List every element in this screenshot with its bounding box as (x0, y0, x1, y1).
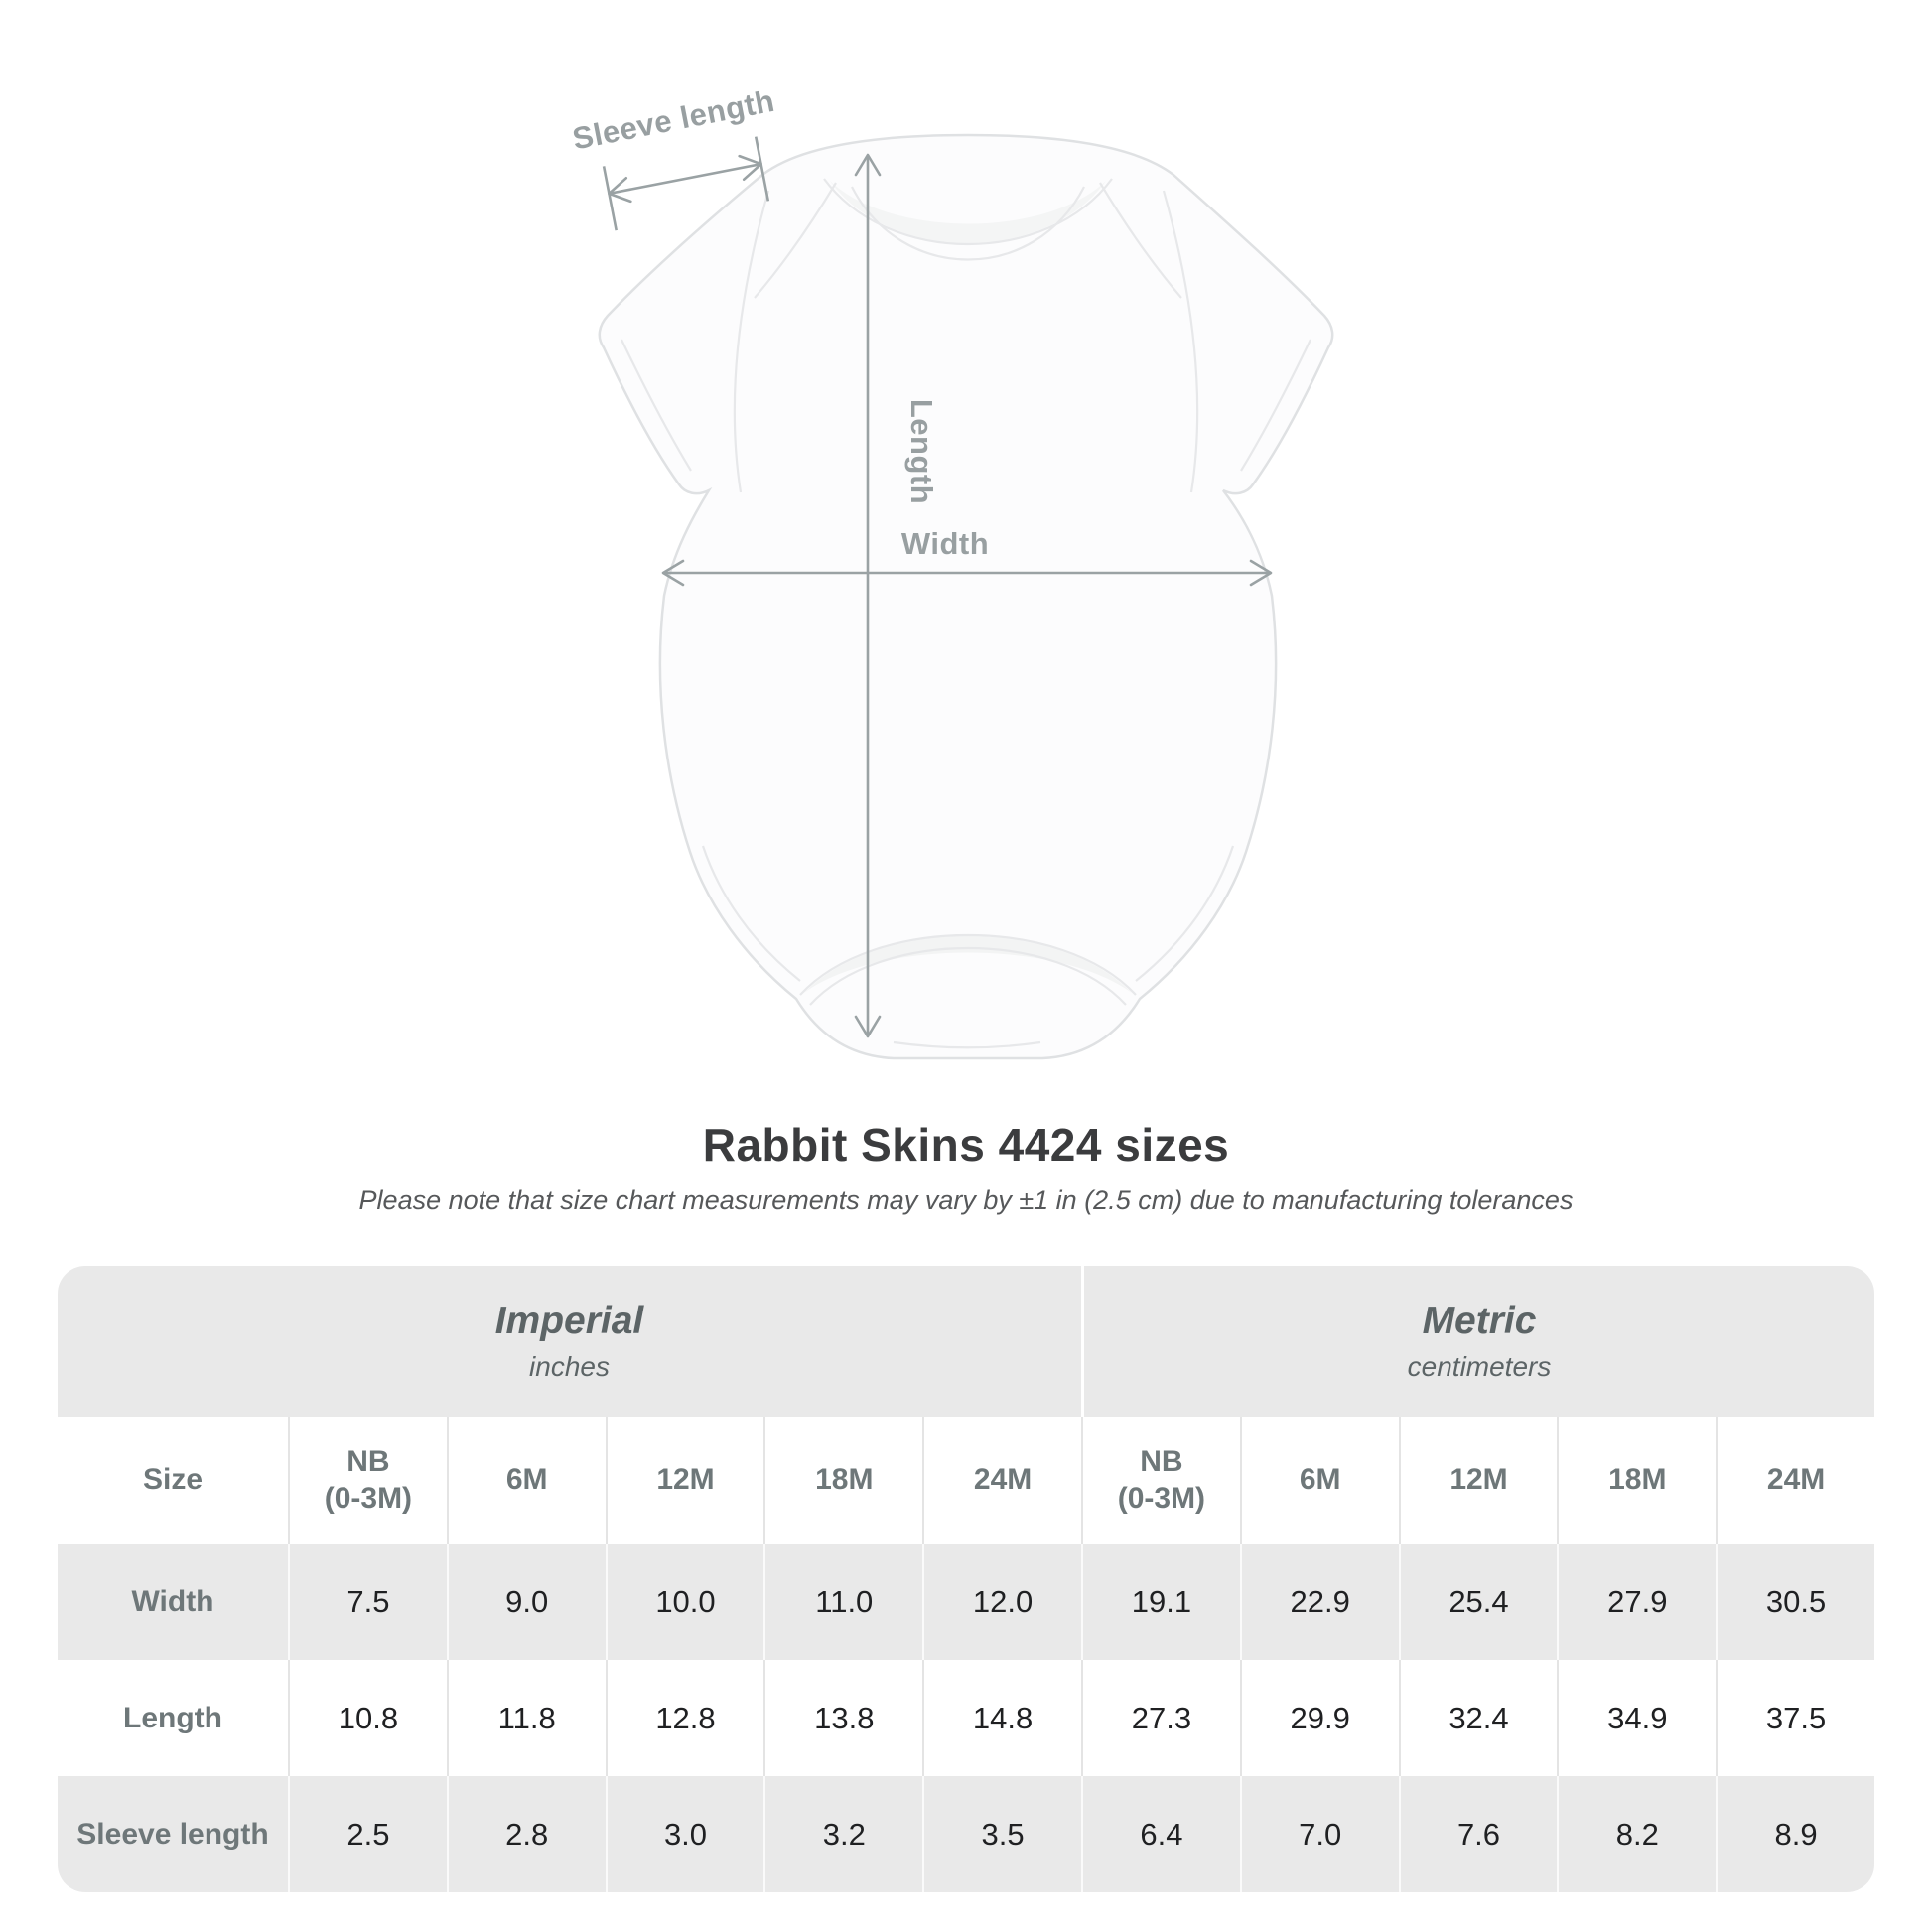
size-value: 25.4 (1449, 1584, 1509, 1619)
column-header-imperial-6m: 6M (447, 1417, 606, 1544)
column-header-row (58, 1417, 1874, 1544)
imperial-unit: inches (529, 1351, 610, 1382)
size-value: 27.3 (1131, 1700, 1192, 1735)
column-header-imperial-18m: 18M (763, 1417, 922, 1544)
unit-group-row (58, 1266, 1874, 1417)
size-value: 12.0 (972, 1584, 1034, 1619)
column-header-metric-24m: 24M (1716, 1417, 1874, 1544)
size-value: 8.9 (1774, 1816, 1818, 1852)
column-header-imperial-24m: 24M (922, 1417, 1081, 1544)
size-value: 7.6 (1456, 1816, 1501, 1852)
size-value: 3.2 (822, 1816, 866, 1852)
row-label: Width (131, 1585, 214, 1618)
length-label: Length (904, 398, 939, 505)
size-value: 32.4 (1449, 1700, 1509, 1735)
size-value: 6.4 (1140, 1816, 1183, 1852)
size-value: 37.5 (1765, 1700, 1827, 1735)
size-value: 9.0 (505, 1584, 549, 1619)
size-table (58, 1266, 1874, 1892)
size-value: 7.5 (346, 1584, 390, 1619)
size-value: 2.8 (505, 1816, 549, 1852)
size-value: 29.9 (1290, 1700, 1350, 1735)
size-header-cell (58, 1417, 288, 1544)
size-value: 8.2 (1615, 1816, 1659, 1852)
table-row-width (58, 1544, 1874, 1660)
size-value: 2.5 (346, 1816, 390, 1852)
size-value: 19.1 (1131, 1584, 1192, 1619)
table-row-sleeve-length (58, 1776, 1874, 1892)
imperial-label: Imperial (494, 1300, 644, 1342)
column-header-imperial-12m: 12M (606, 1417, 764, 1544)
metric-unit: centimeters (1407, 1351, 1552, 1382)
size-value: 10.8 (338, 1700, 399, 1735)
imperial-group-header (58, 1266, 1081, 1417)
width-label: Width (900, 526, 990, 561)
column-header-metric-nb: NB (0-3M) (1081, 1417, 1240, 1544)
sleeve-extension-tick-left (604, 166, 617, 230)
column-header-imperial-nb: NB (0-3M) (288, 1417, 447, 1544)
metric-label: Metric (1422, 1300, 1537, 1342)
size-value: 13.8 (814, 1700, 875, 1735)
table-row-length (58, 1660, 1874, 1776)
size-header-label: Size (142, 1463, 204, 1497)
size-value: 34.9 (1607, 1700, 1668, 1735)
sleeve-dimension-line (609, 164, 760, 194)
size-value: 3.5 (981, 1816, 1025, 1852)
page-title: Rabbit Skins 4424 sizes (702, 1119, 1230, 1171)
size-value: 7.0 (1299, 1816, 1342, 1852)
size-value: 27.9 (1607, 1584, 1668, 1619)
column-header-metric-6m: 6M (1240, 1417, 1399, 1544)
column-header-metric-12m: 12M (1399, 1417, 1558, 1544)
size-value: 10.0 (655, 1584, 716, 1619)
size-value: 14.8 (972, 1700, 1034, 1735)
tolerance-note: Please note that size chart measurements may vary by ±1 in (2.5 cm) due to manufacturing tolerances (358, 1185, 1574, 1215)
column-header-metric-18m: 18M (1557, 1417, 1716, 1544)
size-value: 30.5 (1765, 1584, 1827, 1619)
size-value: 22.9 (1290, 1584, 1350, 1619)
size-value: 11.8 (497, 1700, 556, 1735)
sleeve-length-label: Sleeve length (569, 82, 778, 157)
row-label: Sleeve length (76, 1817, 269, 1851)
size-value: 3.0 (663, 1816, 708, 1852)
metric-group-header (1081, 1266, 1874, 1417)
size-value: 11.0 (815, 1584, 874, 1619)
size-value: 12.8 (655, 1700, 716, 1735)
onesie-body (600, 135, 1332, 1058)
row-label: Length (123, 1701, 222, 1734)
